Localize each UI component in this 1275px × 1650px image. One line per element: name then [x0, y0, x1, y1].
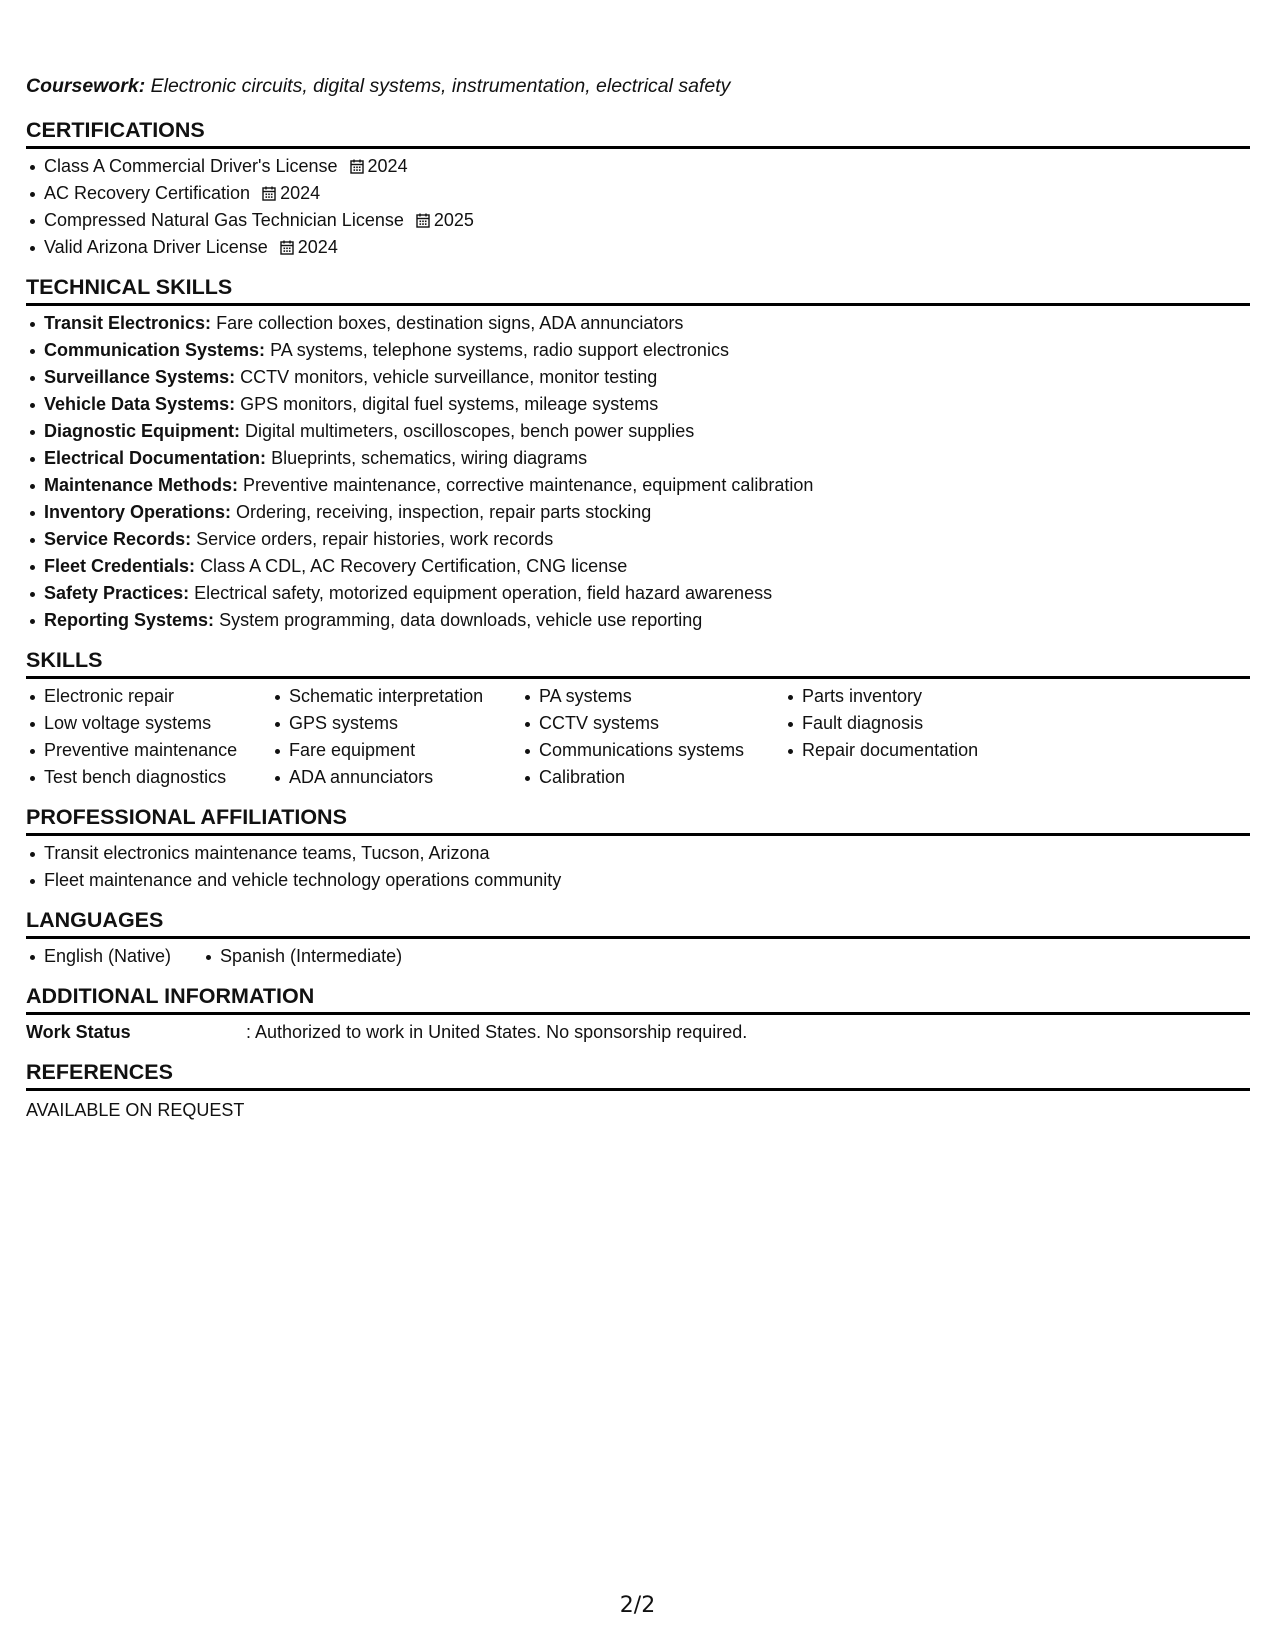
- additional-info-heading: ADDITIONAL INFORMATION: [26, 982, 1250, 1015]
- technical-skill-label: Maintenance Methods:: [44, 475, 239, 495]
- certifications-list: [26, 153, 1250, 261]
- references-heading: REFERENCES: [26, 1058, 1250, 1091]
- technical-skill-label: Transit Electronics:: [44, 313, 212, 333]
- technical-skill-text: Blueprints, schematics, wiring diagrams: [271, 448, 588, 468]
- affiliations-section: [26, 803, 1250, 894]
- technical-skill-label: Safety Practices:: [44, 583, 190, 603]
- skill-item: Communications systems: [539, 737, 802, 764]
- technical-skills-heading: TECHNICAL SKILLS: [26, 273, 1250, 306]
- skill-item: Fare equipment: [289, 737, 539, 764]
- references-section: [26, 1058, 1250, 1124]
- affiliation-item: Transit electronics maintenance teams, Tucson, Arizona: [44, 840, 1250, 867]
- technical-skill-item: [44, 364, 1250, 391]
- resume-page: [26, 74, 1250, 1136]
- technical-skill-item: [44, 310, 1250, 337]
- certification-year: 2025: [433, 210, 474, 230]
- coursework-line: [26, 74, 1250, 98]
- skill-item: GPS systems: [289, 710, 539, 737]
- technical-skill-label: Electrical Documentation:: [44, 448, 267, 468]
- skills-column: [289, 683, 539, 791]
- skills-grid: [26, 683, 1250, 791]
- technical-skill-text: GPS monitors, digital fuel systems, mileage systems: [240, 394, 659, 414]
- languages-section: [26, 906, 1250, 970]
- skills-column: [539, 683, 802, 791]
- skills-section: [26, 646, 1250, 791]
- certification-name: Compressed Natural Gas Technician License: [44, 210, 404, 230]
- calendar-icon: [262, 186, 276, 201]
- technical-skill-item: [44, 499, 1250, 526]
- certifications-section: [26, 116, 1250, 261]
- technical-skill-text: Service orders, repair histories, work records: [196, 529, 554, 549]
- technical-skills-section: [26, 273, 1250, 634]
- coursework-label: Coursework:: [26, 75, 146, 97]
- certification-item: [44, 153, 1250, 180]
- technical-skill-label: Surveillance Systems:: [44, 367, 236, 387]
- language-item: English (Native): [44, 943, 220, 970]
- technical-skill-label: Reporting Systems:: [44, 610, 215, 630]
- skill-item: ADA annunciators: [289, 764, 539, 791]
- skill-item: CCTV systems: [539, 710, 802, 737]
- certification-item: [44, 234, 1250, 261]
- calendar-icon: [350, 159, 364, 174]
- work-status-value: : Authorized to work in United States. No sponsorship required.: [246, 1022, 748, 1042]
- skill-item: Electronic repair: [44, 683, 289, 710]
- skill-item: Repair documentation: [802, 737, 1022, 764]
- technical-skill-item: [44, 607, 1250, 634]
- technical-skill-text: Digital multimeters, oscilloscopes, bench power supplies: [245, 421, 695, 441]
- technical-skill-text: Class A CDL, AC Recovery Certification, CNG license: [200, 556, 628, 576]
- technical-skill-label: Inventory Operations:: [44, 502, 232, 522]
- skill-item: Calibration: [539, 764, 802, 791]
- languages-list: [26, 943, 1250, 970]
- technical-skill-item: [44, 472, 1250, 499]
- calendar-icon: [280, 240, 294, 255]
- certification-name: Valid Arizona Driver License: [44, 237, 268, 257]
- skill-item: PA systems: [539, 683, 802, 710]
- calendar-icon: [416, 213, 430, 228]
- work-status-label: Work Status: [26, 1022, 131, 1042]
- technical-skill-text: Fare collection boxes, destination signs, ADA annunciators: [216, 313, 684, 333]
- technical-skill-item: [44, 337, 1250, 364]
- skills-column: [44, 683, 289, 791]
- skill-item: Preventive maintenance: [44, 737, 289, 764]
- certification-name: Class A Commercial Driver's License: [44, 156, 338, 176]
- technical-skill-label: Service Records:: [44, 529, 192, 549]
- technical-skill-item: [44, 580, 1250, 607]
- additional-info-section: [26, 982, 1250, 1046]
- technical-skill-text: Preventive maintenance, corrective maintenance, equipment calibration: [243, 475, 814, 495]
- technical-skill-item: [44, 391, 1250, 418]
- certification-year: 2024: [367, 156, 408, 176]
- affiliations-heading: PROFESSIONAL AFFILIATIONS: [26, 803, 1250, 836]
- affiliations-list: [26, 840, 1250, 894]
- coursework-text: Electronic circuits, digital systems, instrumentation, electrical safety: [150, 75, 731, 97]
- certifications-heading: CERTIFICATIONS: [26, 116, 1250, 149]
- work-status-row: [26, 1019, 1250, 1046]
- certification-year: 2024: [297, 237, 338, 257]
- skill-item: Test bench diagnostics: [44, 764, 289, 791]
- technical-skill-text: PA systems, telephone systems, radio support electronics: [270, 340, 729, 360]
- skill-item: Low voltage systems: [44, 710, 289, 737]
- technical-skill-item: [44, 526, 1250, 553]
- technical-skill-label: Vehicle Data Systems:: [44, 394, 236, 414]
- technical-skill-label: Communication Systems:: [44, 340, 266, 360]
- certification-item: [44, 207, 1250, 234]
- certification-name: AC Recovery Certification: [44, 183, 251, 203]
- affiliation-item: Fleet maintenance and vehicle technology operations community: [44, 867, 1250, 894]
- technical-skill-item: [44, 418, 1250, 445]
- skills-column: [802, 683, 1022, 791]
- technical-skill-text: Electrical safety, motorized equipment operation, field hazard awareness: [194, 583, 773, 603]
- references-text: AVAILABLE ON REQUEST: [26, 1100, 245, 1120]
- skill-item: Parts inventory: [802, 683, 1022, 710]
- technical-skill-text: CCTV monitors, vehicle surveillance, monitor testing: [240, 367, 658, 387]
- language-item: Spanish (Intermediate): [220, 943, 402, 970]
- skill-item: Schematic interpretation: [289, 683, 539, 710]
- technical-skill-text: Ordering, receiving, inspection, repair parts stocking: [236, 502, 652, 522]
- technical-skill-label: Diagnostic Equipment:: [44, 421, 241, 441]
- languages-column: [44, 943, 220, 970]
- languages-column: [220, 943, 402, 970]
- page-number: 2/2: [619, 1593, 656, 1618]
- technical-skills-list: [26, 310, 1250, 634]
- languages-heading: LANGUAGES: [26, 906, 1250, 939]
- technical-skill-item: [44, 553, 1250, 580]
- certification-item: [44, 180, 1250, 207]
- skill-item: Fault diagnosis: [802, 710, 1022, 737]
- skills-heading: SKILLS: [26, 646, 1250, 679]
- technical-skill-item: [44, 445, 1250, 472]
- technical-skill-text: System programming, data downloads, vehicle use reporting: [219, 610, 703, 630]
- technical-skill-label: Fleet Credentials:: [44, 556, 196, 576]
- certification-year: 2024: [280, 183, 321, 203]
